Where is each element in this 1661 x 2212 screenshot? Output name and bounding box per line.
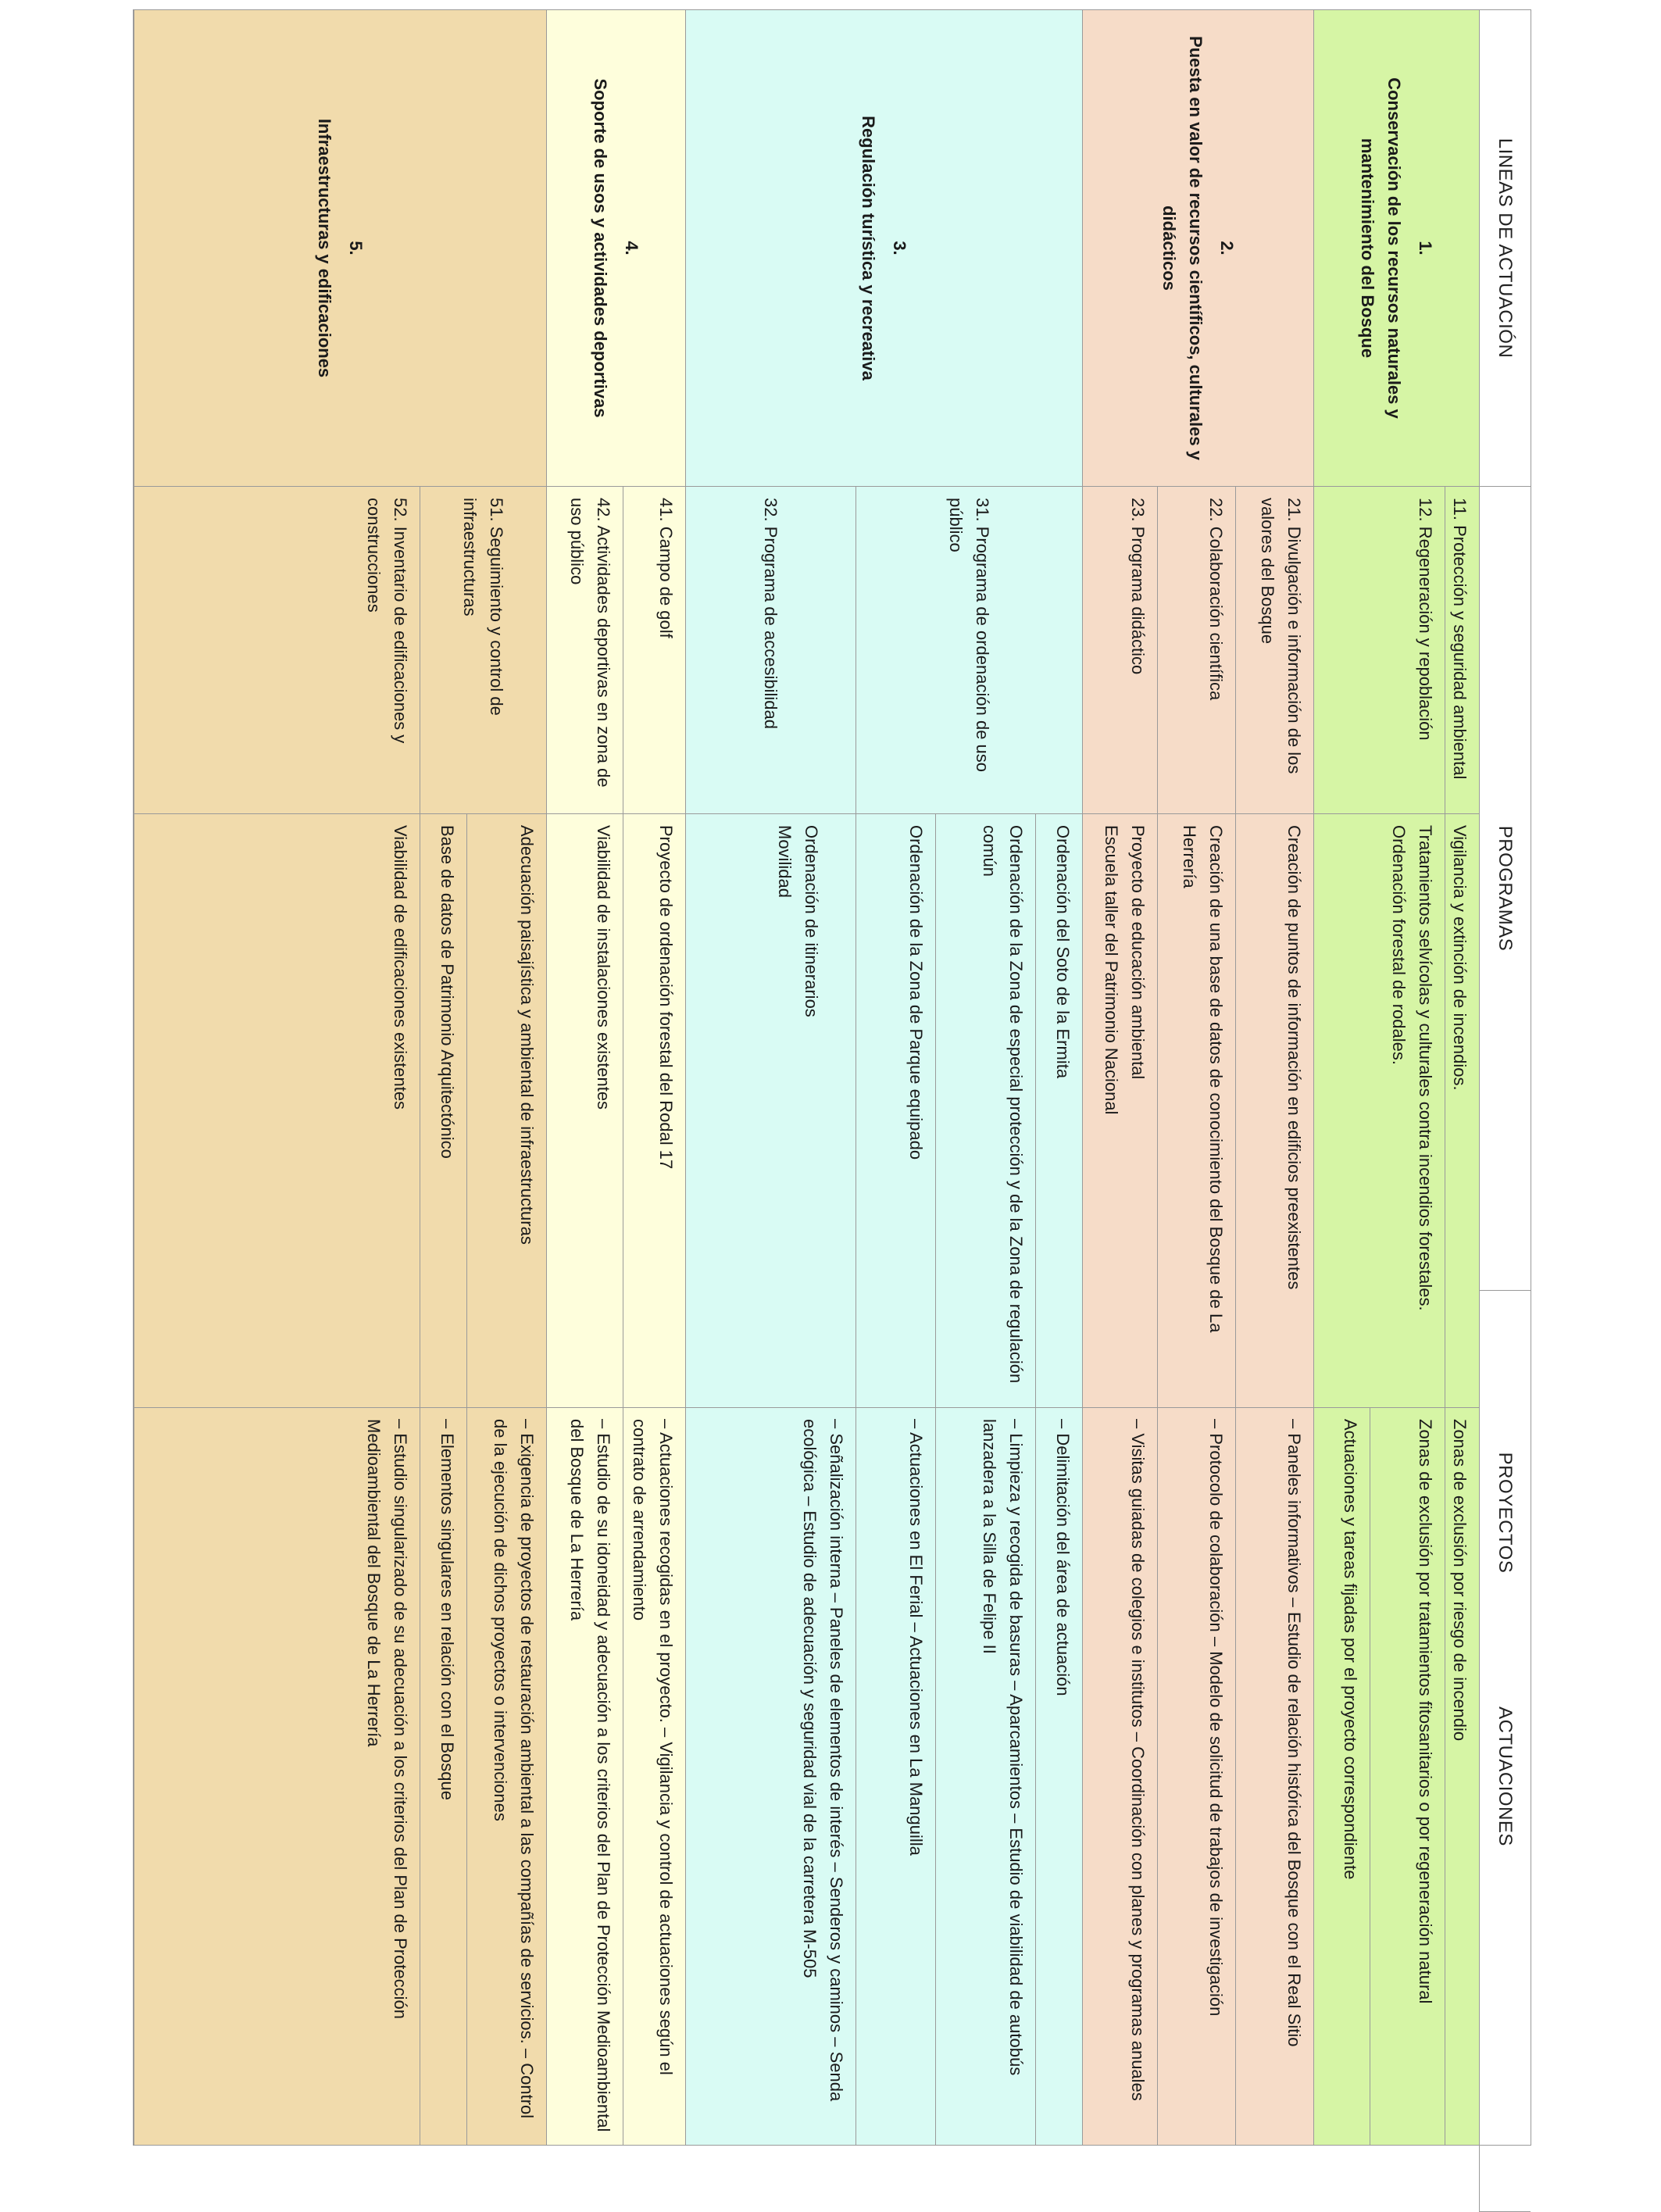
actuacion-52: – Estudio singularizado de su adecuación a los criterios del Plan de Protección Medioambiental del Bosque de La Herrería [134, 1408, 420, 2145]
proyectos-32 [685, 814, 856, 1408]
header-lineas: LINEAS DE ACTUACIÓN [1479, 10, 1531, 487]
header-actuaciones: ACTUACIONES [1479, 1408, 1531, 2145]
linea-3-number: 3. [890, 241, 910, 256]
programa-32: 32. Programa de accesibilidad [685, 487, 856, 814]
proyecto-12a: Tratamientos selvícolas y culturales contra incendios forestales. [1416, 825, 1435, 1311]
programa-22: 22. Colaboración científica [1157, 487, 1235, 814]
programa-41: 41. Campo de golf [623, 487, 685, 814]
proyecto-23b: Escuela taller del Patrimonio Nacional [1102, 825, 1121, 1115]
proyecto-41: Proyecto de ordenación forestal del Rodal 17 [623, 814, 685, 1408]
linea-4-title: Soporte de usos y actividades deportivas [591, 78, 611, 418]
group-1 [1313, 10, 1479, 2145]
header-proyectos: PROYECTOS [1479, 814, 1531, 2212]
actions-table [133, 9, 1531, 2146]
linea-3 [685, 10, 1082, 487]
proyecto-12b: Ordenación forestal de rodales. [1389, 825, 1409, 1065]
actuacion-12b: Actuaciones y tareas fijadas por el proyecto correspondiente [1313, 1408, 1370, 2145]
actuacion-22: – Protocolo de colaboración – Modelo de solicitud de trabajos de investigación [1157, 1408, 1235, 2145]
linea-3-title: Regulación turística y recreativa [859, 116, 879, 381]
programa-52: 52. Inventario de edificaciones y construcciones [134, 487, 420, 814]
actuacion-11: Zonas de exclusión por riesgo de incendio [1445, 1408, 1479, 2145]
programa-51: 51. Seguimiento y control de infraestructuras [420, 487, 546, 814]
linea-4-number: 4. [622, 241, 642, 256]
actuacion-42: – Estudio de su idoneidad y adecuación a los criterios del Plan de Protección Medioambiental del Bosque de La Herrería [546, 1408, 623, 2145]
linea-1-number: 1. [1416, 241, 1436, 256]
programa-11: 11. Protección y seguridad ambiental [1445, 487, 1479, 814]
proyecto-23a: Proyecto de educación ambiental [1128, 825, 1148, 1080]
proyecto-31b: Ordenación de la Zona de especial protección y de la Zona de regulación común [935, 814, 1035, 1408]
proyecto-32b: Movilidad [775, 825, 795, 898]
linea-2-number: 2. [1217, 241, 1238, 256]
group-4 [546, 10, 685, 2145]
group-3 [685, 10, 1082, 2145]
header-programas: PROGRAMAS [1479, 487, 1531, 1291]
programa-23: 23. Programa didáctico [1082, 487, 1157, 814]
programa-42: 42. Actividades deportivas en zona de uso público [546, 487, 623, 814]
table-header-row [1479, 10, 1531, 2145]
proyecto-52: Viabilidad de edificaciones existentes [134, 814, 420, 1408]
proyecto-51a: Adecuación paisajística y ambiental de infraestructuras [466, 814, 546, 1408]
linea-4 [546, 10, 685, 487]
actuacion-31c: – Actuaciones en El Ferial – Actuaciones en La Manguilla [856, 1408, 935, 2145]
actuacion-51a: – Exigencia de proyectos de restauración ambiental a las compañías de servicios. – Control de la ejecución de dichos proyectos o intervenciones [466, 1408, 546, 2145]
actuacion-41: – Actuaciones recogidas en el proyecto. – Vigilancia y control de actuaciones según el contrato de arrendamiento [623, 1408, 685, 2145]
proyecto-21: Creación de puntos de información en edificios preexistentes [1235, 814, 1313, 1408]
proyectos-23 [1082, 814, 1157, 1408]
linea-2 [1082, 10, 1313, 487]
programa-31: 31. Programa de ordenación de uso público [856, 487, 1082, 814]
actuacion-31b: – Limpieza y recogida de basuras – Aparcamientos – Estudio de viabilidad de autobús lanzadera a la Silla de Felipe II [935, 1408, 1035, 2145]
proyecto-22: Creación de una base de datos de conocimiento del Bosque de La Herrería [1157, 814, 1235, 1408]
group-2 [1082, 10, 1313, 2145]
linea-5-title: Infraestructuras y edificaciones [315, 118, 335, 378]
group-5 [134, 10, 546, 2145]
proyecto-31a: Ordenación del Soto de la Ermita [1035, 814, 1082, 1408]
linea-2-title: Puesta en valor de recursos científicos, culturales y didácticos [1159, 36, 1206, 460]
linea-5-number: 5. [346, 241, 366, 256]
linea-1 [1313, 10, 1479, 487]
programa-12: 12. Regeneración y repoblación [1313, 487, 1445, 814]
proyecto-51b: Base de datos de Patrimonio Arquitectónico [420, 814, 466, 1408]
actuacion-32: – Señalización interna – Paneles de elementos de interés – Senderos y caminos – Senda ecológica – Estudio de adecuación y seguridad vial de la carretera M-505 [685, 1408, 856, 2145]
proyecto-31c: Ordenación de la Zona de Parque equipado [856, 814, 935, 1408]
proyectos-12 [1313, 814, 1445, 1408]
proyecto-11: Vigilancia y extinción de incendios. [1445, 814, 1479, 1408]
linea-5 [134, 10, 546, 487]
actuacion-23: – Visitas guiadas de colegios e institutos – Coordinación con planes y programas anuales [1082, 1408, 1157, 2145]
actuacion-51b: – Elementos singulares en relación con el Bosque [420, 1408, 466, 2145]
linea-1-title: Conservación de los recursos naturales y mantenimiento del Bosque [1358, 77, 1405, 419]
actuacion-21: – Paneles informativos – Estudio de relación histórica del Bosque con el Real Sitio [1235, 1408, 1313, 2145]
actuacion-31a: – Delimitación del área de actuación [1035, 1408, 1082, 2145]
programa-21: 21. Divulgación e información de los valores del Bosque [1235, 487, 1313, 814]
proyecto-32a: Ordenación de itinerarios [802, 825, 821, 1017]
proyecto-42: Viabilidad de instalaciones existentes [546, 814, 623, 1408]
actuacion-12a: Zonas de exclusión por tratamientos fitosanitarios o por regeneración natural [1370, 1408, 1445, 2145]
